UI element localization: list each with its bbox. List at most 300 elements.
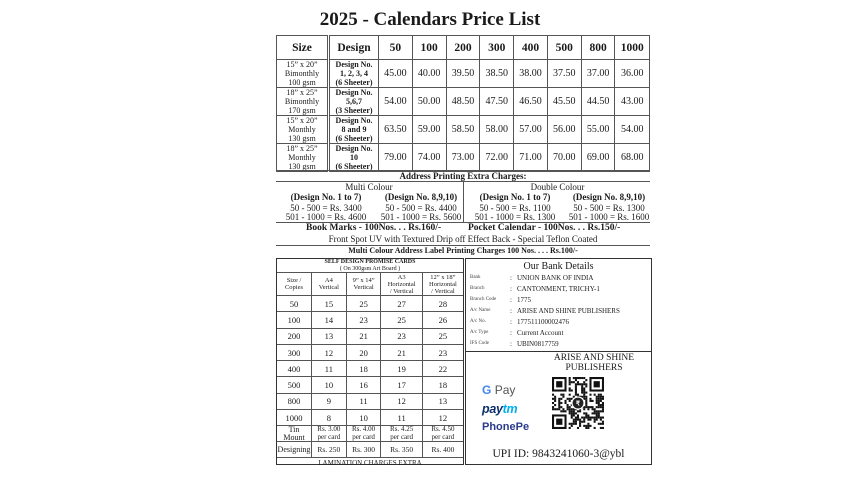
qr-module xyxy=(575,423,577,425)
multi-col2-line: 50 - 500 = Rs. 4400 xyxy=(385,203,457,213)
qr-module xyxy=(600,419,602,421)
qr-module xyxy=(569,408,571,410)
qr-module xyxy=(602,417,604,419)
qr-module xyxy=(564,410,566,412)
qr-module xyxy=(571,410,573,412)
promise-cards-table xyxy=(277,259,463,468)
promise-row xyxy=(277,361,463,377)
promise-cards-box xyxy=(276,258,464,468)
multi-col2-line: 501 - 1000 = Rs. 5600 xyxy=(380,212,462,222)
price-cell: 46.50 xyxy=(514,88,548,116)
qr-module xyxy=(552,408,554,410)
multi-col1-line: 50 - 500 = Rs. 3400 xyxy=(290,203,362,213)
qr-module xyxy=(575,394,577,396)
price-cell: 48.50 xyxy=(446,88,480,116)
qr-module xyxy=(585,398,587,400)
qr-module xyxy=(589,398,591,400)
qr-module xyxy=(562,394,564,396)
qr-module xyxy=(567,406,569,408)
bank-row: A/c Name : ARISE AND SHINE PUBLISHERS xyxy=(470,307,620,315)
qr-module xyxy=(575,387,577,389)
qr-module xyxy=(564,402,566,404)
designing-row xyxy=(277,442,463,458)
qr-module xyxy=(571,414,573,416)
qr-module xyxy=(573,421,575,423)
double-col2-line: 50 - 500 = Rs. 1300 xyxy=(573,203,645,213)
qr-module xyxy=(594,427,596,429)
qr-module xyxy=(598,394,600,396)
qr-module xyxy=(587,414,589,416)
promise-cell: 11 xyxy=(381,410,422,426)
qr-module xyxy=(569,398,571,400)
qr-module xyxy=(602,406,604,408)
qr-module xyxy=(596,396,598,398)
promise-cell: 19 xyxy=(381,361,422,377)
qr-module xyxy=(569,406,571,408)
double-col2-line: 501 - 1000 = Rs. 1600 xyxy=(568,212,650,222)
svg-text:₹: ₹ xyxy=(575,400,581,408)
qr-module xyxy=(573,414,575,416)
qr-module xyxy=(567,398,569,400)
designing-cell: Rs. 250 xyxy=(312,442,347,458)
promise-cell: 18 xyxy=(346,361,381,377)
promise-cell: 15 xyxy=(312,296,347,312)
double-colour-title: Double Colour xyxy=(530,182,585,192)
qr-module xyxy=(585,427,587,429)
qr-module xyxy=(554,396,556,398)
qr-module xyxy=(583,396,585,398)
promise-row xyxy=(277,296,463,312)
bank-row: A/c No. : 177511100002476 xyxy=(470,318,569,326)
promise-col-header: Size / Copies xyxy=(277,273,312,296)
qr-module xyxy=(585,392,587,394)
promise-title-row xyxy=(277,259,463,273)
qr-module xyxy=(575,389,577,391)
qr-module xyxy=(594,408,596,410)
qr-module xyxy=(589,406,591,408)
qr-module xyxy=(575,412,577,414)
bank-details-box xyxy=(465,258,652,465)
price-cell: 50.00 xyxy=(412,88,446,116)
promise-cell: 10 xyxy=(346,410,381,426)
qr-module xyxy=(602,396,604,398)
promise-cell: 23 xyxy=(422,344,463,360)
qr-module xyxy=(573,381,575,383)
qr-module xyxy=(600,406,602,408)
price-cell: 59.00 xyxy=(412,116,446,144)
qr-module xyxy=(583,412,585,414)
promise-col-header: A4 Vertical xyxy=(312,273,347,296)
qr-module xyxy=(560,394,562,396)
qr-module xyxy=(600,396,602,398)
promise-cell: 13 xyxy=(422,393,463,409)
qr-module xyxy=(594,412,596,414)
price-cell: 70.00 xyxy=(547,144,581,172)
promise-col-header: 12” x 18” Horizontal / Vertical xyxy=(422,273,463,296)
promise-row xyxy=(277,328,463,344)
qr-module xyxy=(579,377,581,379)
qr-module xyxy=(585,402,587,404)
qr-module xyxy=(567,408,569,410)
qr-module xyxy=(587,425,589,427)
qr-module xyxy=(594,421,596,423)
promise-col-header: A3 Horizontal / Vertical xyxy=(381,273,422,296)
qr-module xyxy=(585,406,587,408)
qr-module xyxy=(577,410,579,412)
qr-module xyxy=(554,404,556,406)
double-col1-line: 501 - 1000 = Rs. 1300 xyxy=(474,212,556,222)
qr-module xyxy=(598,414,600,416)
qr-module xyxy=(577,427,579,429)
qr-module xyxy=(571,412,573,414)
qr-module xyxy=(583,377,585,379)
promise-row xyxy=(277,393,463,409)
qr-module xyxy=(585,400,587,402)
qr-module xyxy=(600,400,602,402)
spot-uv-note: Front Spot UV with Textured Drip off Effect Back - Special Teflon Coated xyxy=(328,234,598,244)
promise-cell: 11 xyxy=(346,393,381,409)
price-row xyxy=(277,88,650,116)
promise-cell: 26 xyxy=(422,312,463,328)
qr-module xyxy=(592,400,594,402)
qr-module xyxy=(579,423,581,425)
qr-module xyxy=(594,410,596,412)
qty-header: 500 xyxy=(547,36,581,60)
qr-module xyxy=(581,377,583,379)
price-cell: 37.00 xyxy=(581,60,615,88)
qr-module xyxy=(596,419,598,421)
bookmarks-price: Book Marks - 100Nos. . . Rs.160/- xyxy=(306,223,442,233)
qr-module xyxy=(575,392,577,394)
qr-module xyxy=(583,381,585,383)
bank-row: Branch Code : 1775 xyxy=(470,296,531,304)
bank-heading: Our Bank Details xyxy=(523,261,594,272)
qr-module xyxy=(579,383,581,385)
qr-module xyxy=(569,423,571,425)
qty-header: 800 xyxy=(581,36,615,60)
promise-cell: 200 xyxy=(277,328,312,344)
qr-module xyxy=(577,419,579,421)
price-cell: 54.00 xyxy=(379,88,413,116)
price-cell: 55.00 xyxy=(581,116,615,144)
price-cell: 79.00 xyxy=(379,144,413,172)
qr-module xyxy=(585,404,587,406)
qr-module xyxy=(589,419,591,421)
calendar-price-table xyxy=(276,35,650,172)
qr-module xyxy=(558,406,560,408)
promise-header-row xyxy=(277,273,463,296)
qr-module xyxy=(562,408,564,410)
qr-module xyxy=(598,417,600,419)
qr-module xyxy=(577,414,579,416)
qr-module xyxy=(571,423,573,425)
qr-module xyxy=(592,412,594,414)
size-cell: 15” x 20” Monthly 130 gsm xyxy=(277,116,329,144)
qr-module xyxy=(600,417,602,419)
qr-module xyxy=(573,412,575,414)
page-title: 2025 - Calendars Price List xyxy=(319,9,541,30)
qr-module xyxy=(571,417,573,419)
qr-module xyxy=(558,402,560,404)
qr-module xyxy=(573,377,575,379)
qr-module xyxy=(587,427,589,429)
qr-module xyxy=(569,383,571,385)
multi-col1-line: 501 - 1000 = Rs. 4600 xyxy=(285,212,367,222)
promise-cell: 300 xyxy=(277,344,312,360)
price-cell: 68.00 xyxy=(615,144,650,172)
qr-module xyxy=(577,394,579,396)
promise-row xyxy=(277,312,463,328)
qr-module xyxy=(581,421,583,423)
qr-module xyxy=(596,398,598,400)
upi-qr-code-icon xyxy=(552,377,604,429)
qr-module xyxy=(598,404,600,406)
qr-module xyxy=(583,387,585,389)
qr-module xyxy=(581,383,583,385)
qr-module xyxy=(558,404,560,406)
promise-cell: 25 xyxy=(346,296,381,312)
promise-cell: 13 xyxy=(312,328,347,344)
promise-cell: 12 xyxy=(422,410,463,426)
promise-cell: 11 xyxy=(312,361,347,377)
qr-module xyxy=(585,425,587,427)
qr-module xyxy=(567,404,569,406)
qr-module xyxy=(571,381,573,383)
qr-module xyxy=(552,402,554,404)
promise-cell: 27 xyxy=(381,296,422,312)
qr-module xyxy=(581,387,583,389)
qr-module xyxy=(585,385,587,387)
price-cell: 47.50 xyxy=(480,88,514,116)
bank-divider xyxy=(466,351,651,352)
design-cell: Design No. 5,6,7 (3 Sheeter) xyxy=(329,88,379,116)
label-charges-note: Multi Colour Address Label Printing Charges 100 Nos. . . . Rs.100/- xyxy=(348,246,578,255)
designing-cell: Rs. 400 xyxy=(422,442,463,458)
promise-cell: 12 xyxy=(381,393,422,409)
gpay-logo: G Pay xyxy=(482,383,516,397)
qr-module xyxy=(575,383,577,385)
qr-module xyxy=(575,377,577,379)
qr-module xyxy=(581,417,583,419)
promise-cell: 8 xyxy=(312,410,347,426)
designing-label: Designing xyxy=(277,442,312,458)
qr-module xyxy=(583,392,585,394)
qr-module xyxy=(600,427,602,429)
bank-row: Branch : CANTONMENT, TRICHY-1 xyxy=(470,285,600,293)
qr-module xyxy=(598,406,600,408)
promise-cell: 500 xyxy=(277,377,312,393)
promise-row xyxy=(277,377,463,393)
qr-module xyxy=(598,410,600,412)
qr-module xyxy=(579,425,581,427)
qty-header: 300 xyxy=(480,36,514,60)
qr-module xyxy=(583,389,585,391)
promise-cell: 12 xyxy=(312,344,347,360)
qr-module xyxy=(575,417,577,419)
multi-col2-head: (Design No. 8,9,10) xyxy=(384,192,458,202)
qr-module xyxy=(581,389,583,391)
qr-module xyxy=(583,419,585,421)
qr-module xyxy=(569,379,571,381)
multi-col1-head: (Design No. 1 to 7) xyxy=(290,192,362,202)
qr-module xyxy=(569,381,571,383)
qr-module xyxy=(598,412,600,414)
promise-cell: 25 xyxy=(381,312,422,328)
qr-module xyxy=(581,385,583,387)
promise-cell: 23 xyxy=(381,328,422,344)
promise-cell: 25 xyxy=(422,328,463,344)
qr-module xyxy=(602,404,604,406)
price-cell: 56.00 xyxy=(547,116,581,144)
qr-module xyxy=(569,377,571,379)
paytm-logo: paytm xyxy=(482,402,518,416)
design-cell: Design No. 1, 2, 3, 4 (6 Sheeter) xyxy=(329,60,379,88)
qr-module xyxy=(569,389,571,391)
qr-module xyxy=(602,427,604,429)
price-cell: 72.00 xyxy=(480,144,514,172)
double-col1-head: (Design No. 1 to 7) xyxy=(479,192,551,202)
qr-module xyxy=(585,412,587,414)
qr-module xyxy=(554,408,556,410)
qty-header: 200 xyxy=(446,36,480,60)
price-row xyxy=(277,116,650,144)
size-cell: 18” x 25” Bimonthly 170 gsm xyxy=(277,88,329,116)
qr-module xyxy=(583,417,585,419)
qr-module xyxy=(592,408,594,410)
promise-cell: 400 xyxy=(277,361,312,377)
qr-module xyxy=(569,394,571,396)
promise-cell: 16 xyxy=(346,377,381,393)
promise-cell: 18 xyxy=(422,377,463,393)
pocket-calendar-price: Pocket Calendar - 100Nos. . . Rs.150/- xyxy=(468,223,621,233)
double-col1-line: 50 - 500 = Rs. 1100 xyxy=(479,203,551,213)
qr-module xyxy=(596,402,598,404)
promise-cell: 17 xyxy=(381,377,422,393)
qr-module xyxy=(581,392,583,394)
qr-module xyxy=(577,417,579,419)
qr-module xyxy=(571,389,573,391)
promise-cell: 800 xyxy=(277,393,312,409)
qr-module xyxy=(579,419,581,421)
size-cell: 15” x 20” Bimonthly 100 gsm xyxy=(277,60,329,88)
size-header: Size xyxy=(277,36,329,60)
qty-header: 1000 xyxy=(615,36,650,60)
qr-module xyxy=(596,412,598,414)
qr-module xyxy=(596,417,598,419)
qr-module xyxy=(596,410,598,412)
qr-module xyxy=(564,400,566,402)
design-header: Design xyxy=(329,36,379,60)
promise-row xyxy=(277,344,463,360)
tin-mount-cell: Rs. 4.25 per card xyxy=(381,426,422,442)
price-cell: 63.50 xyxy=(379,116,413,144)
bank-row: IFS Code : UBIN0817759 xyxy=(470,340,559,348)
tin-mount-label: Tin Mount xyxy=(277,426,312,442)
qr-module xyxy=(602,410,604,412)
qr-module xyxy=(592,406,594,408)
promise-cell: 100 xyxy=(277,312,312,328)
tin-mount-cell: Rs. 4.00 per card xyxy=(346,426,381,442)
price-cell: 58.50 xyxy=(446,116,480,144)
qr-module xyxy=(573,410,575,412)
qr-module xyxy=(571,425,573,427)
promise-cell: 21 xyxy=(346,328,381,344)
qr-module xyxy=(592,417,594,419)
promise-cell: 23 xyxy=(346,312,381,328)
qr-module xyxy=(571,408,573,410)
qr-module xyxy=(569,387,571,389)
qty-header: 400 xyxy=(514,36,548,60)
double-col2-head: (Design No. 8,9,10) xyxy=(572,192,646,202)
price-cell: 39.50 xyxy=(446,60,480,88)
qr-module xyxy=(600,423,602,425)
qr-module xyxy=(560,402,562,404)
bank-row: Bank : UNION BANK OF INDIA xyxy=(470,274,594,282)
promise-row xyxy=(277,410,463,426)
qr-module xyxy=(594,417,596,419)
qr-module xyxy=(569,412,571,414)
phonepe-logo: PhonePe xyxy=(482,421,530,433)
qr-module xyxy=(587,419,589,421)
qr-module xyxy=(577,383,579,385)
qr-module xyxy=(560,410,562,412)
price-cell: 58.00 xyxy=(480,116,514,144)
price-cell: 69.00 xyxy=(581,144,615,172)
qr-module xyxy=(602,423,604,425)
price-cell: 57.00 xyxy=(514,116,548,144)
qr-module xyxy=(583,383,585,385)
qr-module xyxy=(554,400,556,402)
qr-module xyxy=(587,423,589,425)
qr-module xyxy=(554,398,556,400)
qr-module xyxy=(585,379,587,381)
qr-module xyxy=(569,427,571,429)
price-cell: 40.00 xyxy=(412,60,446,88)
design-cell: Design No. 8 and 9 (6 Sheeter) xyxy=(329,116,379,144)
qr-module xyxy=(579,410,581,412)
price-cell: 44.50 xyxy=(581,88,615,116)
qr-module xyxy=(594,394,596,396)
qr-module xyxy=(573,419,575,421)
qr-module xyxy=(583,425,585,427)
qr-module xyxy=(602,421,604,423)
tin-mount-cell: Rs. 3.00 per card xyxy=(312,426,347,442)
qr-module xyxy=(602,402,604,404)
qr-module xyxy=(589,425,591,427)
size-cell: 18” x 25” Monthly 130 gsm xyxy=(277,144,329,172)
tin-mount-cell: Rs. 4.50 per card xyxy=(422,426,463,442)
qr-module xyxy=(583,408,585,410)
qr-module xyxy=(552,394,554,396)
price-cell: 54.00 xyxy=(615,116,650,144)
qr-module xyxy=(598,400,600,402)
qr-module xyxy=(596,406,598,408)
qr-module xyxy=(552,406,554,408)
promise-cell: 21 xyxy=(381,344,422,360)
price-table-header-row xyxy=(277,36,650,60)
qr-module xyxy=(569,400,571,402)
price-cell: 45.50 xyxy=(547,88,581,116)
qr-module xyxy=(577,377,579,379)
qr-module xyxy=(602,408,604,410)
qr-module xyxy=(594,419,596,421)
price-cell: 45.00 xyxy=(379,60,413,88)
qr-module xyxy=(598,402,600,404)
qr-module xyxy=(585,396,587,398)
qr-module xyxy=(575,421,577,423)
qr-module xyxy=(558,398,560,400)
qty-header: 50 xyxy=(379,36,413,60)
